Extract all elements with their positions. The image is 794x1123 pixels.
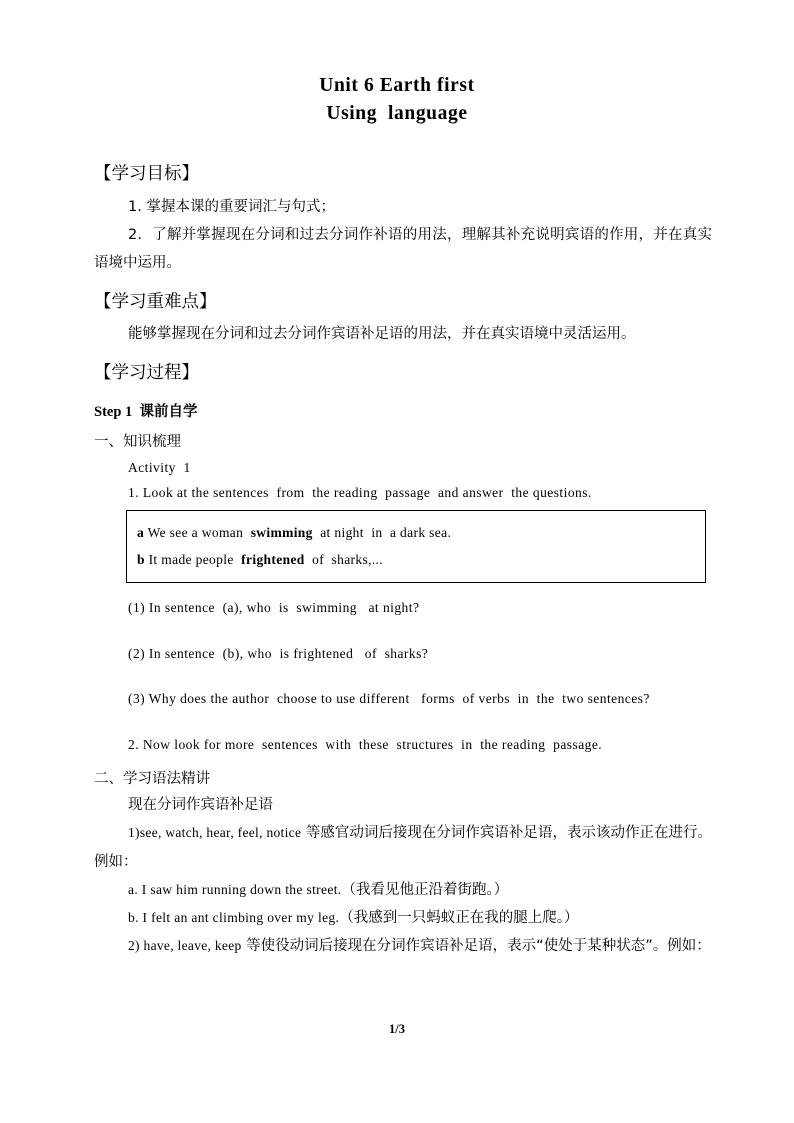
grammar-example-a-latin: a. I saw him running down the street. (128, 881, 342, 897)
grammar-example-b-latin: b. I felt an ant climbing over my leg. (128, 910, 340, 926)
question-1: (1) In sentence (a), who is swimming at night? (128, 600, 420, 616)
grammar-example-a (94, 876, 712, 904)
objective-item-2: 2．了解并掌握现在分词和过去分词作补语的用法，理解其补充说明宾语的作用，并在真实语境中运用。 (94, 227, 712, 272)
example-a-pre: We see a woman (144, 525, 251, 541)
grammar-example-a-cn: （我看见他正沿着街跑。） (341, 881, 509, 898)
document-title (0, 0, 794, 127)
grammar-rule-1-cn: 等感官动词后接现在分词作宾语补足语，表示该动作正在进行。例如： (94, 825, 712, 870)
example-b-pre: It made people (144, 552, 242, 568)
instruction-1: 1. Look at the sentences from the reading passage and answer the questions. (128, 485, 592, 501)
question-3: (3) Why does the author choose to use different forms of verbs in the two sentences? (128, 691, 650, 707)
instruction-2: 2. Now look for more sentences with these structures in the reading passage. (128, 736, 603, 752)
title-line-1: Unit 6 Earth first (319, 75, 475, 96)
document-body (94, 161, 712, 960)
example-marker-b: b (137, 552, 145, 568)
grammar-rule-2-cn: 等使役动词后接现在分词作宾语补足语，表示“使处于某种状态”。例如： (241, 938, 711, 955)
activity-label: Activity 1 (128, 459, 191, 475)
example-b-post: of sharks,... (304, 552, 383, 568)
example-marker-a: a (137, 525, 145, 541)
part-two-heading: 二、学习语法精讲 (94, 770, 210, 787)
objective-item-1: 1. 掌握本课的重要词汇与句式； (128, 198, 335, 215)
example-sentence-a (127, 519, 705, 546)
example-b-bold: frightened (241, 552, 305, 568)
section-heading-process: 【学习过程】 (94, 362, 199, 383)
part-one-heading: 一、知识梳理 (94, 433, 181, 450)
section-heading-objectives: 【学习目标】 (94, 164, 199, 185)
key-points-text: 能够掌握现在分词和过去分词作宾语补足语的用法，并在真实语境中灵活运用。 (128, 326, 636, 343)
example-a-post: at night in a dark sea. (312, 525, 452, 541)
step-1-heading: Step 1 课前自学 (94, 403, 198, 420)
grammar-example-b (94, 904, 712, 932)
grammar-example-b-cn: （我感到一只蚂蚁正在我的腿上爬。） (339, 910, 579, 927)
example-sentence-b (127, 546, 705, 573)
grammar-rule-2-latin: 2) have, leave, keep (128, 938, 242, 954)
grammar-rule-2 (94, 932, 712, 960)
grammar-subheading: 现在分词作宾语补足语 (128, 796, 273, 813)
question-2: (2) In sentence (b), who is frightened of sharks? (128, 645, 429, 661)
example-sentence-box (126, 510, 706, 583)
title-line-2: Using language (326, 102, 468, 124)
example-a-bold: swimming (250, 525, 313, 541)
section-heading-key-points: 【学习重难点】 (94, 291, 217, 312)
grammar-rule-1-latin: 1)see, watch, hear, feel, notice (128, 825, 302, 841)
page-number-footer: 1/3 (389, 1022, 405, 1036)
grammar-rule-1 (94, 819, 712, 876)
